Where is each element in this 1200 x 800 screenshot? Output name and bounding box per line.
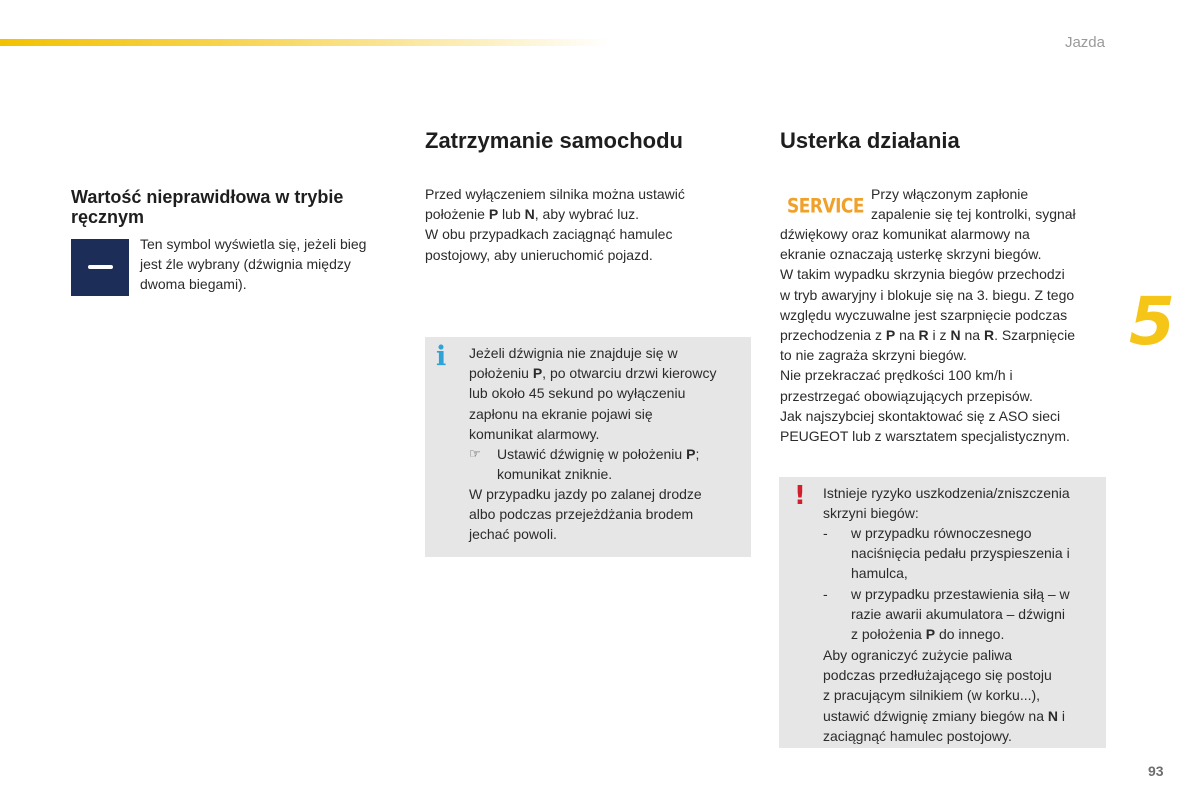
malfunction-text-intro: Przy włączonym zapłonie zapalenie się tej kontrolki, sygnał — [871, 186, 1076, 223]
warning-dash-1: - — [823, 525, 828, 541]
gear-position-dash-icon — [71, 239, 129, 296]
stopping-text: Przed wyłączeniem silnika można ustawić położenie P lub N, aby wybrać luz. W obu przypadkach zaciągnąć hamulec postojowy, aby unieruchomić pojazd. — [425, 186, 685, 263]
warning-exclamation-icon: ! — [794, 481, 806, 511]
warning-dash-2: - — [823, 586, 828, 602]
manual-mode-heading: Wartość nieprawidłowa w trybie ręcznym — [71, 187, 344, 227]
malfunction-text: dźwiękowy oraz komunikat alarmowy na ekranie oznaczają usterkę skrzyni biegów. W takim wypadku skrzynia biegów przechodzi w tryb awaryjny i blokuje się na 3. biegu. Z tego względu wyczuwalne jest szarpnięcie podczas przechodzenia z P na R i z N na R. Szarpnięcie to nie zagraża skrzyni biegów. Nie przekraczać prędkości 100 km/h i przestrzegać obowiązujących przepisów. Jak najszybciej skontaktować się z ASO sieci PEUGEOT lub z warsztatem specjalistycznym. — [780, 226, 1075, 445]
info-icon: i — [436, 341, 447, 372]
stopping-heading: Zatrzymanie samochodu — [425, 128, 683, 153]
top-accent-bar — [0, 39, 610, 46]
page-number: 93 — [1148, 763, 1164, 779]
warning-text-outro: Aby ograniczyć zużycie paliwa podczas przedłużającego się postoju z pracującym silnikiem (w korku...), ustawić dźwignię zmiany biegów na N i zaciągnąć hamulec postojowy. — [823, 647, 1066, 744]
info-box-text: Jeżeli dźwignia nie znajduje się w położeniu P, po otwarciu drzwi kierowcy lub około 45 sekund po wyłączeniu zapłonu na ekranie pojawi się komunikat alarmowy. — [469, 345, 717, 442]
chapter-number: 5 — [1129, 283, 1175, 360]
warning-bullet-2: w przypadku przestawienia siłą – w razie awarii akumulatora – dźwigni z położenia P do innego. — [851, 586, 1070, 643]
pointing-hand-icon: ☞ — [469, 446, 481, 461]
warning-bullet-1: w przypadku równoczesnego naciśnięcia pedału przyspieszenia i hamulca, — [851, 525, 1070, 582]
warning-text-intro: Istnieje ryzyko uszkodzenia/zniszczenia skrzyni biegów: — [823, 485, 1070, 522]
service-warning-icon: SERVICE — [787, 195, 865, 218]
section-title: Jazda — [1064, 34, 1105, 51]
malfunction-heading: Usterka działania — [780, 128, 960, 153]
manual-mode-text: Ten symbol wyświetla się, jeżeli bieg jest źle wybrany (dźwignia między dwoma biegami). — [140, 236, 367, 293]
info-box-bullet-text: Ustawić dźwignię w położeniu P; komunikat zniknie. — [497, 446, 700, 483]
info-box-text-2: W przypadku jazdy po zalanej drodze albo podczas przejeżdżania brodem jechać powoli. — [469, 486, 702, 543]
